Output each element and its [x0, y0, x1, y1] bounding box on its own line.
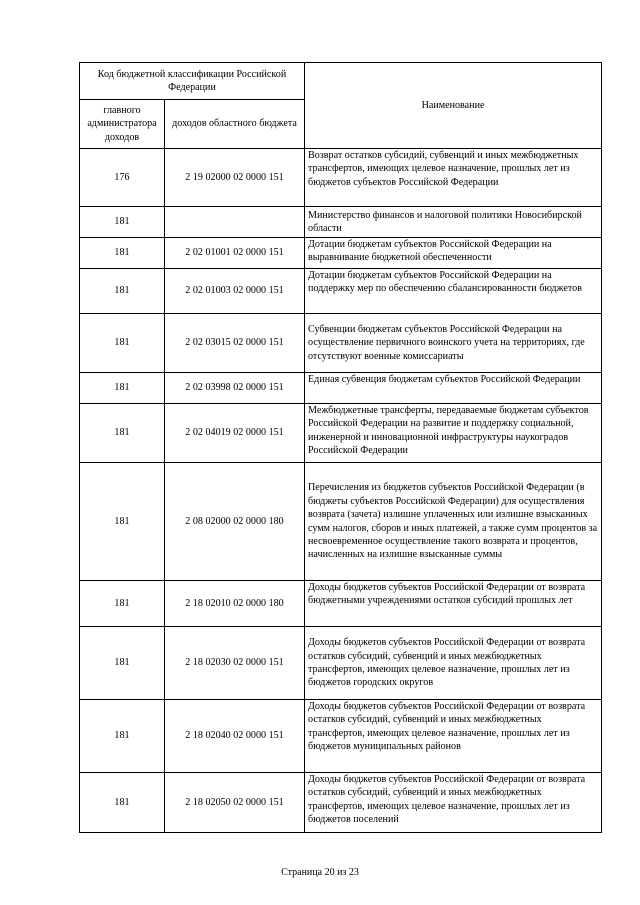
admin-code: 181	[80, 207, 165, 238]
table-row	[80, 314, 602, 373]
table-row	[80, 773, 602, 833]
income-code: 2 02 01003 02 0000 151	[165, 269, 305, 314]
item-name: Дотации бюджетам субъектов Российской Федерации на выравнивание бюджетной обеспеченности	[305, 238, 602, 269]
admin-code: 181	[80, 314, 165, 373]
item-name: Доходы бюджетов субъектов Российской Федерации от возврата остатков субсидий, субвенций и иных межбюджетных трансфертов, имеющих целевое назначение, прошлых лет из бюджетов городских округов	[305, 627, 602, 700]
table-row	[80, 700, 602, 773]
admin-code: 181	[80, 700, 165, 773]
table-row	[80, 269, 602, 314]
header-admin: главного администратора доходов	[80, 100, 165, 149]
income-code: 2 02 01001 02 0000 151	[165, 238, 305, 269]
table-row	[80, 207, 602, 238]
income-code: 2 08 02000 02 0000 180	[165, 463, 305, 581]
item-name: Субвенции бюджетам субъектов Российской Федерации на осуществление первичного воинского учета на территориях, где отсутствуют военные комиссариаты	[305, 314, 602, 373]
page-number: Страница 20 из 23	[281, 867, 359, 878]
admin-code: 181	[80, 269, 165, 314]
item-name: Перечисления из бюджетов субъектов Российской Федерации (в бюджеты субъектов Российской Федерации) для осуществления возврата (зачета) излишне уплаченных или излишне взысканных сумм налогов, сборов и иных платежей, а также сумм процентов за несвоевременное осуществление такого возврата и процентов, начисленных на излишне взысканные суммы	[305, 463, 602, 581]
income-code: 2 02 04019 02 0000 151	[165, 404, 305, 463]
item-name: Дотации бюджетам субъектов Российской Федерации на поддержку мер по обеспечению сбалансированности бюджетов	[305, 269, 602, 314]
admin-code: 181	[80, 463, 165, 581]
item-name: Доходы бюджетов субъектов Российской Федерации от возврата остатков субсидий, субвенций и иных межбюджетных трансфертов, имеющих целевое назначение, прошлых лет из бюджетов поселений	[305, 773, 602, 833]
income-code: 2 18 02030 02 0000 151	[165, 627, 305, 700]
table-row	[80, 627, 602, 700]
admin-code: 181	[80, 627, 165, 700]
admin-code: 181	[80, 773, 165, 833]
table-row	[80, 373, 602, 404]
income-code	[165, 207, 305, 238]
item-name: Доходы бюджетов субъектов Российской Федерации от возврата остатков субсидий, субвенций и иных межбюджетных трансфертов, имеющих целевое назначение, прошлых лет из бюджетов муниципальных районов	[305, 700, 602, 773]
income-code: 2 02 03015 02 0000 151	[165, 314, 305, 373]
table-row	[80, 238, 602, 269]
item-name: Возврат остатков субсидий, субвенций и иных межбюджетных трансфертов, имеющих целевое назначение, прошлых лет из бюджетов субъектов Российской Федерации	[305, 149, 602, 207]
income-code: 2 18 02010 02 0000 180	[165, 581, 305, 627]
admin-code: 181	[80, 238, 165, 269]
table-row	[80, 581, 602, 627]
admin-code: 181	[80, 581, 165, 627]
header-name: Наименование	[305, 63, 602, 149]
income-code: 2 18 02050 02 0000 151	[165, 773, 305, 833]
item-name: Министерство финансов и налоговой политики Новосибирской области	[305, 207, 602, 238]
admin-code: 181	[80, 373, 165, 404]
income-code: 2 19 02000 02 0000 151	[165, 149, 305, 207]
admin-code: 181	[80, 404, 165, 463]
budget-classification-table	[79, 62, 602, 833]
item-name: Единая субвенция бюджетам субъектов Российской Федерации	[305, 373, 602, 404]
income-code: 2 02 03998 02 0000 151	[165, 373, 305, 404]
header-income: доходов областного бюджета	[165, 100, 305, 149]
admin-code: 176	[80, 149, 165, 207]
header-group-title: Код бюджетной классификации Российской Федерации	[80, 63, 305, 100]
item-name: Доходы бюджетов субъектов Российской Федерации от возврата бюджетными учреждениями остатков субсидий прошлых лет	[305, 581, 602, 627]
income-code: 2 18 02040 02 0000 151	[165, 700, 305, 773]
table-row	[80, 463, 602, 581]
table-row	[80, 149, 602, 207]
table-row	[80, 404, 602, 463]
item-name: Межбюджетные трансферты, передаваемые бюджетам субъектов Российской Федерации на развитие и поддержку социальной, инженерной и инновационной инфраструктуры наукоградов Российской Федерации	[305, 404, 602, 463]
